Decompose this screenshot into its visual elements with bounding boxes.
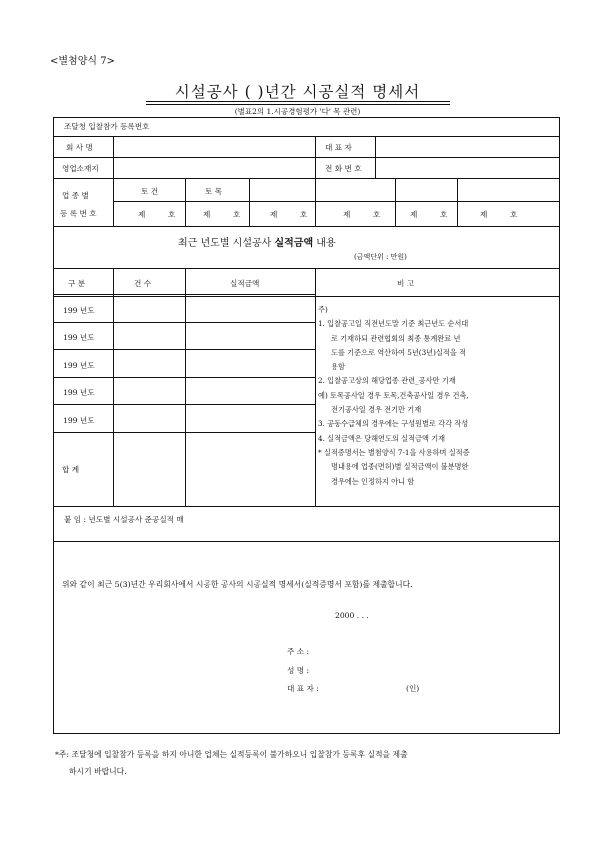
- industry-label: 업 종 별: [62, 191, 89, 200]
- note-line: * 실적증명서는 별첨양식 7-1을 사용하며 실적증: [318, 447, 470, 457]
- col-divider: [185, 268, 186, 506]
- section-title-bold: 실적금액: [274, 238, 314, 249]
- reg-cell: 호: [373, 210, 381, 219]
- col-divider: [315, 178, 316, 226]
- sig-address: 주 소 :: [287, 647, 310, 656]
- year-row-label: 199 년도: [63, 306, 95, 315]
- note-line: 명내용에 업종(면허)별 실적금액이 불분명한: [331, 462, 469, 472]
- footnote-line2: 하시기 바랍니다.: [69, 767, 127, 776]
- note-line: 예) 토목공사일 경우 토목,건축공사일 경우 건축,: [318, 390, 469, 400]
- col-divider: [395, 178, 396, 226]
- reg-cell: 호: [440, 210, 448, 219]
- row-divider: [53, 268, 560, 269]
- reg-cell: 제: [410, 210, 418, 219]
- year-row-label: 199 년도: [63, 361, 95, 370]
- col-divider: [113, 136, 114, 226]
- col-divider: [375, 136, 376, 178]
- page-subtitle: (별표2의 1.시공경험평가 '다' 목 관련): [234, 107, 361, 116]
- note-line: 1. 입찰공고일 직전년도말 기준 최근년도 순서대: [318, 319, 469, 329]
- note-line: 전기공사일 경우 전기만 기재: [331, 405, 422, 415]
- reg-cell: 호: [233, 210, 241, 219]
- date-line: 2000 . . .: [335, 611, 369, 620]
- page-title: 시설공사 ( )년간 시공실적 명세서: [174, 83, 421, 101]
- note-line: 로 기재하되 관련협회의 최종 통계완료 년: [331, 333, 461, 343]
- reg-cell: 호: [300, 210, 308, 219]
- footnote-line1: *주: 조달청에 입찰참가 등록을 하지 아니한 업체는 실적등록이 불가하오니 입찰참가 등록후 실적을 제출: [55, 750, 408, 759]
- row-divider: [113, 201, 560, 202]
- note-line: 3. 공동수급체의 경우에는 구성원별로 각각 작성: [318, 419, 469, 429]
- company-label: 회 사 명: [66, 143, 93, 152]
- reg-cell: 호: [510, 210, 518, 219]
- attachment-line: 붙 임 : 년도별 시설공사 준공실적 매: [64, 515, 184, 524]
- note-line: 경우에는 인정하지 아니 함: [331, 476, 415, 486]
- col-divider: [315, 268, 316, 506]
- year-row-label: 199 년도: [63, 416, 95, 425]
- note-line: 도를 기준으로 역산하여 5년(3년)실적을 적: [331, 347, 466, 357]
- reg-cell: 제: [343, 210, 351, 219]
- address-label: 영업소재지: [62, 164, 99, 173]
- year-row-label: 199 년도: [63, 333, 95, 342]
- reg-cell: 제: [270, 210, 278, 219]
- note-line: 4. 실적금액은 당해연도의 실적금액 기재: [318, 433, 446, 443]
- title-underline: [146, 101, 450, 102]
- declaration: 위와 같이 최근 5(3)년간 우리회사에서 시공한 공사의 시공실적 명세서(실적증명서 포함)를 제출합니다.: [62, 580, 413, 589]
- col-divider: [113, 268, 114, 506]
- row-divider: [53, 432, 315, 433]
- col-divider: [185, 178, 186, 226]
- row-divider: [53, 377, 315, 378]
- category-civil-architecture: 토 건: [141, 187, 159, 196]
- representative-label: 대 표 자: [325, 143, 352, 152]
- total-label: 합 계: [62, 465, 80, 474]
- notes-title: 주): [318, 305, 328, 314]
- reg-cell: 호: [168, 210, 176, 219]
- sig-representative: 대 표 자 :: [287, 684, 319, 693]
- col-divider: [315, 136, 316, 178]
- section-title-suffix: 내용: [313, 238, 336, 249]
- header-division: 구 분: [68, 279, 86, 288]
- reg-cell: 제: [203, 210, 211, 219]
- section-title: [178, 234, 336, 249]
- row-divider: [53, 322, 315, 323]
- header-count: 건 수: [134, 279, 152, 288]
- note-line: 2. 입찰공고상의 해당업종 관련_공사만 기재: [318, 376, 456, 386]
- row-divider: [53, 541, 560, 542]
- row-divider: [53, 157, 560, 158]
- row-divider: [53, 136, 560, 137]
- sig-name: 성 명 :: [287, 666, 310, 675]
- category-civil: 토 목: [205, 187, 223, 196]
- seal-mark: (인): [406, 684, 420, 693]
- unit-label: (금액단위 : 만원): [354, 253, 407, 261]
- col-divider: [457, 178, 458, 226]
- row-divider: [53, 506, 560, 507]
- reg-cell: 제: [480, 210, 488, 219]
- row-divider: [53, 294, 315, 295]
- header-amount: 실적금액: [230, 279, 260, 288]
- footnote: [55, 746, 408, 780]
- row-divider: [53, 226, 560, 227]
- row-divider: [53, 404, 315, 405]
- reg-number-label: 등 록 번 호: [60, 209, 97, 218]
- col-divider: [249, 178, 250, 226]
- year-row-label: 199 년도: [63, 388, 95, 397]
- remarks-notes: [318, 303, 554, 489]
- phone-label: 전 화 번 호: [325, 164, 362, 173]
- row-divider: [53, 296, 560, 297]
- row-divider: [53, 349, 315, 350]
- form-id: <별첨양식 7>: [50, 56, 115, 67]
- note-line: 용함: [331, 362, 345, 372]
- reg-cell: 제: [138, 210, 146, 219]
- registration-label: 조달청 입찰참가 등록번호: [64, 122, 150, 131]
- header-remarks: 비 고: [397, 279, 415, 288]
- row-divider: [53, 178, 560, 179]
- section-title-prefix: 최근 년도별 시설공사: [178, 238, 275, 249]
- title-underline-double: [146, 104, 450, 105]
